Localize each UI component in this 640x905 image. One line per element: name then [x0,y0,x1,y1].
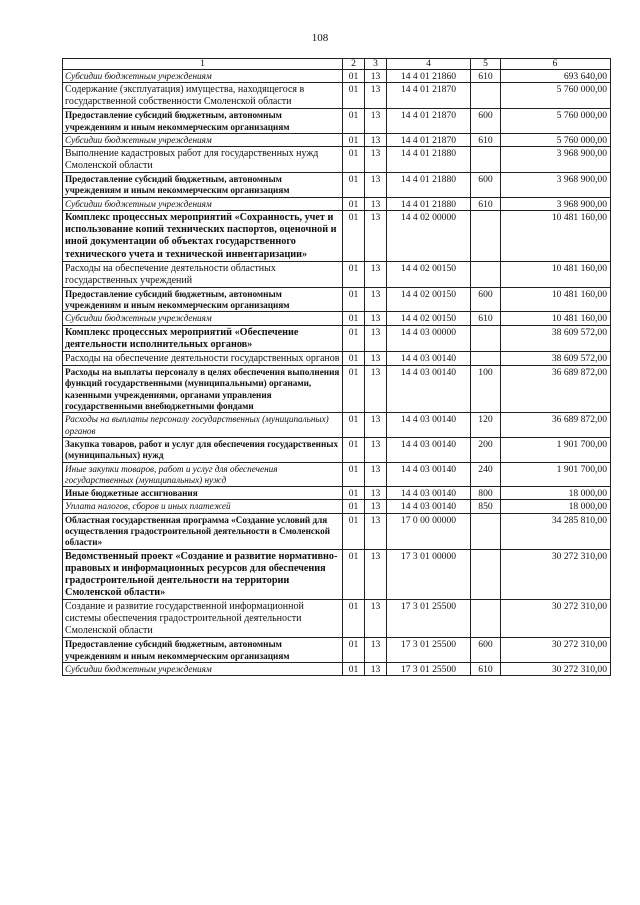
section-code: 01 [343,325,365,351]
section-code: 01 [343,312,365,325]
target-article-code: 14 4 03 00140 [387,366,471,413]
amount: 10 481 160,00 [501,312,611,325]
section-code: 01 [343,83,365,109]
table-row [63,663,611,676]
amount: 30 272 310,00 [501,549,611,600]
section-code: 01 [343,261,365,287]
section-code: 01 [343,513,365,549]
expense-type-code [471,261,501,287]
expense-type-code: 600 [471,287,501,312]
row-title: Комплекс процессных мероприятий «Сохранность, учет и использование копий технических паспортов, оценочной и иной документации об объектах государственного технического учета и технической инвентаризации» [63,211,343,262]
expense-type-code: 600 [471,109,501,134]
expense-type-code: 100 [471,366,501,413]
table-row [63,147,611,173]
section-code: 01 [343,287,365,312]
target-article-code: 14 4 01 21880 [387,173,471,198]
amount: 5 760 000,00 [501,83,611,109]
amount: 18 000,00 [501,500,611,513]
subsection-code: 13 [365,487,387,500]
expense-type-code: 600 [471,638,501,663]
target-article-code: 17 3 01 00000 [387,549,471,600]
amount: 10 481 160,00 [501,211,611,262]
row-title: Выполнение кадастровых работ для государственных нужд Смоленской области [63,147,343,173]
target-article-code: 14 4 02 00150 [387,287,471,312]
row-title: Субсидии бюджетным учреждениям [63,197,343,210]
subsection-code: 13 [365,352,387,366]
subsection-code: 13 [365,549,387,600]
row-title: Расходы на обеспечение деятельности областных государственных учреждений [63,261,343,287]
expense-type-code [471,549,501,600]
subsection-code: 13 [365,638,387,663]
target-article-code: 14 4 01 21880 [387,197,471,210]
table-row [63,325,611,351]
subsection-code: 13 [365,500,387,513]
target-article-code: 14 4 01 21880 [387,147,471,173]
table-row [63,83,611,109]
row-title: Создание и развитие государственной информационной системы обеспечения градостроительной деятельности Смоленской области [63,600,343,638]
subsection-code: 13 [365,600,387,638]
expense-type-code: 800 [471,487,501,500]
column-number-2: 2 [343,59,365,70]
target-article-code: 17 3 01 25500 [387,663,471,676]
expense-type-code: 600 [471,173,501,198]
amount: 38 609 572,00 [501,325,611,351]
expense-type-code: 610 [471,133,501,146]
table-row [63,638,611,663]
subsection-code: 13 [365,173,387,198]
row-title: Содержание (эксплуатация) имущества, находящегося в государственной собственности Смоленской области [63,83,343,109]
subsection-code: 13 [365,147,387,173]
section-code: 01 [343,211,365,262]
subsection-code: 13 [365,287,387,312]
expense-type-code [471,83,501,109]
subsection-code: 13 [365,197,387,210]
target-article-code: 14 4 02 00150 [387,261,471,287]
table-row [63,312,611,325]
section-code: 01 [343,133,365,146]
target-article-code: 14 4 01 21870 [387,133,471,146]
expense-type-code: 610 [471,197,501,210]
section-code: 01 [343,352,365,366]
section-code: 01 [343,109,365,134]
table-row [63,352,611,366]
row-title: Расходы на обеспечение деятельности государственных органов [63,352,343,366]
row-title: Комплекс процессных мероприятий «Обеспечение деятельности исполнительных органов» [63,325,343,351]
row-title: Областная государственная программа «Создание условий для осуществления градостроительной деятельности в Смоленской области» [63,513,343,549]
amount: 10 481 160,00 [501,287,611,312]
amount: 10 481 160,00 [501,261,611,287]
table-row [63,462,611,487]
subsection-code: 13 [365,133,387,146]
target-article-code: 14 4 03 00140 [387,500,471,513]
row-title: Уплата налогов, сборов и иных платежей [63,500,343,513]
expense-type-code [471,513,501,549]
expense-type-code: 240 [471,462,501,487]
target-article-code: 14 4 03 00140 [387,487,471,500]
target-article-code: 14 4 03 00000 [387,325,471,351]
target-article-code: 14 4 03 00140 [387,413,471,438]
column-number-1: 1 [63,59,343,70]
section-code: 01 [343,437,365,462]
subsection-code: 13 [365,437,387,462]
row-title: Закупка товаров, работ и услуг для обеспечения государственных (муниципальных) нужд [63,437,343,462]
amount: 5 760 000,00 [501,133,611,146]
budget-table [62,58,611,676]
expense-type-code: 850 [471,500,501,513]
section-code: 01 [343,147,365,173]
table-row [63,109,611,134]
amount: 30 272 310,00 [501,638,611,663]
expense-type-code: 610 [471,70,501,83]
subsection-code: 13 [365,261,387,287]
table-row [63,261,611,287]
expense-type-code: 610 [471,663,501,676]
expense-type-code [471,352,501,366]
expense-type-code [471,325,501,351]
subsection-code: 13 [365,366,387,413]
target-article-code: 17 3 01 25500 [387,600,471,638]
amount: 693 640,00 [501,70,611,83]
page-number: 108 [311,32,329,44]
table-row [63,513,611,549]
row-title: Предоставление субсидий бюджетным, автономным учреждениям и иным некоммерческим организациям [63,173,343,198]
row-title: Субсидии бюджетным учреждениям [63,312,343,325]
row-title: Предоставление субсидий бюджетным, автономным учреждениям и иным некоммерческим организациям [63,287,343,312]
table-row [63,549,611,600]
target-article-code: 14 4 01 21870 [387,83,471,109]
row-title: Субсидии бюджетным учреждениям [63,70,343,83]
table-row [63,487,611,500]
amount: 38 609 572,00 [501,352,611,366]
section-code: 01 [343,173,365,198]
expense-type-code [471,600,501,638]
target-article-code: 14 4 02 00150 [387,312,471,325]
subsection-code: 13 [365,663,387,676]
amount: 34 285 810,00 [501,513,611,549]
section-code: 01 [343,549,365,600]
table-row [63,197,611,210]
subsection-code: 13 [365,325,387,351]
section-code: 01 [343,500,365,513]
amount: 1 901 700,00 [501,462,611,487]
row-title: Субсидии бюджетным учреждениям [63,663,343,676]
subsection-code: 13 [365,70,387,83]
table-row [63,133,611,146]
row-title: Предоставление субсидий бюджетным, автономным учреждениям и иным некоммерческим организациям [63,109,343,134]
expense-type-code: 120 [471,413,501,438]
section-code: 01 [343,663,365,676]
target-article-code: 14 4 02 00000 [387,211,471,262]
table-row [63,173,611,198]
amount: 30 272 310,00 [501,663,611,676]
amount: 1 901 700,00 [501,437,611,462]
amount: 3 968 900,00 [501,173,611,198]
amount: 3 968 900,00 [501,147,611,173]
amount: 3 968 900,00 [501,197,611,210]
row-title: Субсидии бюджетным учреждениям [63,133,343,146]
section-code: 01 [343,366,365,413]
table-row [63,600,611,638]
subsection-code: 13 [365,83,387,109]
subsection-code: 13 [365,462,387,487]
column-number-5: 5 [471,59,501,70]
section-code: 01 [343,487,365,500]
target-article-code: 17 0 00 00000 [387,513,471,549]
expense-type-code [471,147,501,173]
subsection-code: 13 [365,513,387,549]
table-row [63,287,611,312]
table-row [63,366,611,413]
target-article-code: 14 4 03 00140 [387,437,471,462]
row-title: Иные закупки товаров, работ и услуг для обеспечения государственных (муниципальных) нужд [63,462,343,487]
amount: 30 272 310,00 [501,600,611,638]
subsection-code: 13 [365,312,387,325]
target-article-code: 17 3 01 25500 [387,638,471,663]
table-row [63,70,611,83]
section-code: 01 [343,462,365,487]
table-row [63,500,611,513]
column-number-6: 6 [501,59,611,70]
section-code: 01 [343,413,365,438]
section-code: 01 [343,600,365,638]
table-row [63,413,611,438]
row-title: Расходы на выплаты персоналу государственных (муниципальных) органов [63,413,343,438]
target-article-code: 14 4 01 21860 [387,70,471,83]
expense-type-code [471,211,501,262]
section-code: 01 [343,197,365,210]
section-code: 01 [343,638,365,663]
amount: 36 689 872,00 [501,413,611,438]
expense-type-code: 610 [471,312,501,325]
target-article-code: 14 4 03 00140 [387,462,471,487]
target-article-code: 14 4 01 21870 [387,109,471,134]
amount: 36 689 872,00 [501,366,611,413]
subsection-code: 13 [365,413,387,438]
amount: 5 760 000,00 [501,109,611,134]
subsection-code: 13 [365,211,387,262]
target-article-code: 14 4 03 00140 [387,352,471,366]
row-title: Ведомственный проект «Создание и развитие нормативно-правовых и информационных ресурсов для обеспечения градостроительной деятельности на территории Смоленской области» [63,549,343,600]
amount: 18 000,00 [501,487,611,500]
column-number-3: 3 [365,59,387,70]
table-row [63,437,611,462]
subsection-code: 13 [365,109,387,134]
table-row [63,211,611,262]
row-title: Иные бюджетные ассигнования [63,487,343,500]
column-number-row [63,59,611,70]
expense-type-code: 200 [471,437,501,462]
section-code: 01 [343,70,365,83]
row-title: Предоставление субсидий бюджетным, автономным учреждениям и иным некоммерческим организациям [63,638,343,663]
column-number-4: 4 [387,59,471,70]
row-title: Расходы на выплаты персоналу в целях обеспечения выполнения функций государственными (муниципальными) органами, казенными учреждениями, органами управления государственными внебюджетными фондами [63,366,343,413]
